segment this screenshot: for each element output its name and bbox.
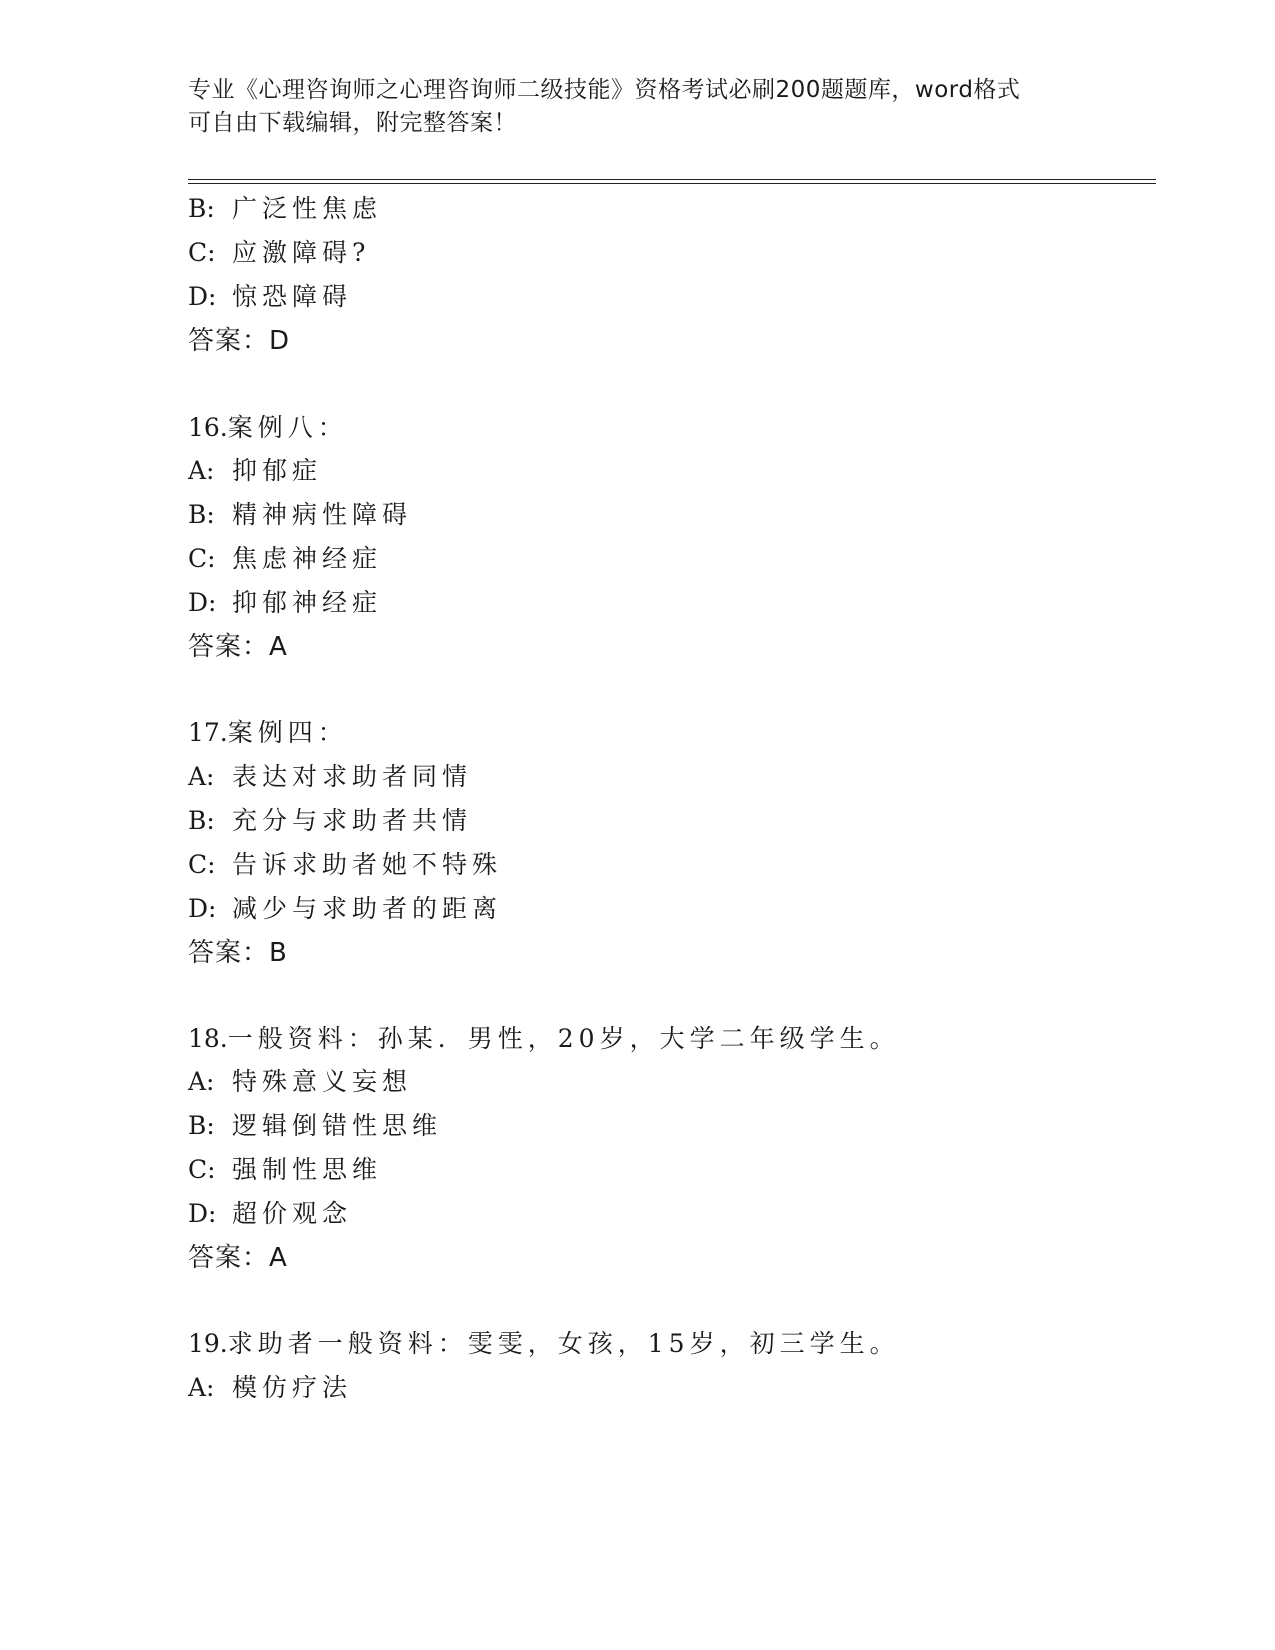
question-stem bbox=[188, 717, 348, 749]
option-text: 告诉求助者她不特殊 bbox=[232, 850, 503, 879]
option-text: 强制性思维 bbox=[232, 1155, 383, 1184]
option-text: 惊恐障碍 bbox=[232, 282, 353, 311]
question-number: 18. bbox=[188, 1024, 228, 1053]
answer-option bbox=[188, 1154, 382, 1186]
answer-option bbox=[188, 543, 382, 575]
option-letter: A: bbox=[188, 456, 215, 485]
option-letter: A: bbox=[188, 1067, 215, 1096]
header-line-2: 可自由下载编辑，附完整答案！ bbox=[188, 110, 517, 136]
option-text: 减少与求助者的距离 bbox=[232, 894, 503, 923]
answer-option bbox=[188, 499, 412, 531]
answer-option bbox=[188, 193, 382, 225]
answer-key: 答案：B bbox=[188, 938, 288, 968]
option-letter: B: bbox=[188, 806, 215, 835]
option-text: 超价观念 bbox=[232, 1199, 353, 1228]
question-text: 一般资料：孙某．男性，20岁，大学二年级学生。 bbox=[227, 1024, 900, 1053]
answer-option bbox=[188, 893, 502, 925]
answer-option bbox=[188, 587, 382, 619]
question-text: 案例四： bbox=[227, 718, 348, 747]
answer-option bbox=[188, 761, 472, 793]
question-stem bbox=[188, 412, 348, 444]
option-letter: C: bbox=[188, 850, 216, 879]
option-letter: B: bbox=[188, 500, 215, 529]
option-text: 逻辑倒错性思维 bbox=[232, 1111, 443, 1140]
option-text: 焦虑神经症 bbox=[232, 544, 383, 573]
option-letter: B: bbox=[188, 194, 215, 223]
question-stem bbox=[188, 1023, 900, 1055]
option-text: 表达对求助者同情 bbox=[232, 762, 473, 791]
option-letter: D: bbox=[188, 894, 217, 923]
option-text: 抑郁症 bbox=[232, 456, 323, 485]
option-text: 广泛性焦虑 bbox=[232, 194, 383, 223]
option-letter: D: bbox=[188, 588, 217, 617]
answer-option bbox=[188, 455, 322, 487]
answer-option bbox=[188, 1372, 352, 1404]
option-letter: D: bbox=[188, 282, 217, 311]
answer-option bbox=[188, 1066, 412, 1098]
question-number: 17. bbox=[188, 718, 228, 747]
option-letter: C: bbox=[188, 544, 216, 573]
header-divider-top bbox=[188, 179, 1156, 180]
option-text: 应激障碍? bbox=[232, 238, 371, 267]
option-letter: B: bbox=[188, 1111, 215, 1140]
option-text: 精神病性障碍 bbox=[232, 500, 413, 529]
answer-option bbox=[188, 237, 370, 269]
document-header bbox=[188, 74, 1088, 140]
question-text: 求助者一般资料：雯雯，女孩，15岁，初三学生。 bbox=[227, 1329, 900, 1358]
answer-option bbox=[188, 281, 352, 313]
option-letter: D: bbox=[188, 1199, 217, 1228]
answer-option bbox=[188, 849, 502, 881]
answer-key: 答案：D bbox=[188, 326, 291, 356]
answer-option bbox=[188, 1198, 352, 1230]
option-text: 特殊意义妄想 bbox=[232, 1067, 413, 1096]
answer-option bbox=[188, 805, 472, 837]
header-line-1: 专业《心理咨询师之心理咨询师二级技能》资格考试必刷200题题库，word格式 bbox=[188, 77, 1021, 103]
question-text: 案例八： bbox=[227, 413, 348, 442]
option-letter: A: bbox=[188, 1373, 215, 1402]
question-stem bbox=[188, 1328, 900, 1360]
option-text: 模仿疗法 bbox=[232, 1373, 353, 1402]
question-number: 19. bbox=[188, 1329, 228, 1358]
option-text: 抑郁神经症 bbox=[232, 588, 383, 617]
option-letter: A: bbox=[188, 762, 215, 791]
answer-option bbox=[188, 1110, 442, 1142]
question-number: 16. bbox=[188, 413, 228, 442]
option-letter: C: bbox=[188, 238, 216, 267]
option-text: 充分与求助者共情 bbox=[232, 806, 473, 835]
answer-key: 答案：A bbox=[188, 632, 288, 662]
answer-key: 答案：A bbox=[188, 1243, 288, 1273]
header-divider-bottom bbox=[188, 183, 1156, 184]
option-letter: C: bbox=[188, 1155, 216, 1184]
